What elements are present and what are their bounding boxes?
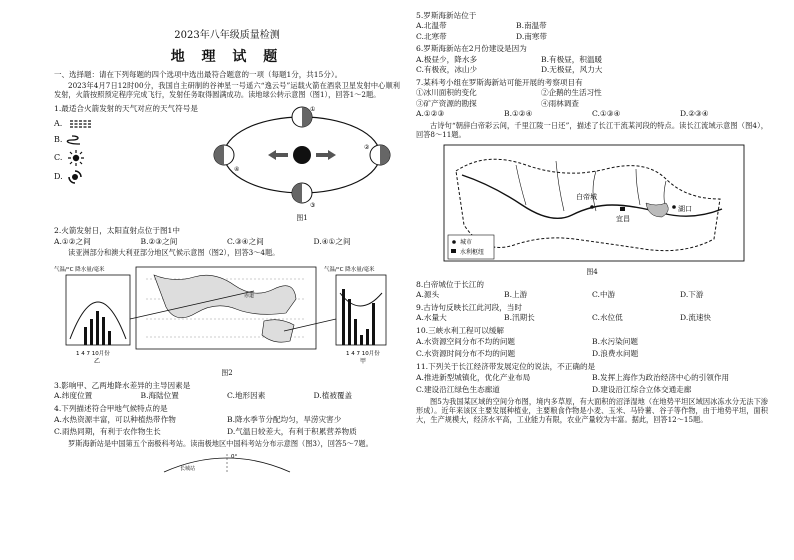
option-d: D.无极昼，风力大 — [541, 65, 603, 75]
intro-paragraph-5: 图5为我国某区域的空间分布图，境内多草原，有大面积的沼泽湿地（在地势平坦区域因冰冻水分无法下渗形成）。近年来该区主要发展种植业，主要粮食作物是小麦、玉米、马铃薯、谷子等作物，由于地势平坦，面积大，生产规模大，经济水平高，工业能力有限，农业产量较为丰富。据此，回答12～15题。 — [416, 397, 768, 425]
option-d: D.流速快 — [680, 313, 712, 323]
svg-text:①: ① — [310, 106, 316, 114]
yangtze-basin-map — [416, 141, 768, 265]
meridian-label: 0° — [231, 454, 238, 461]
exam-title: 2023年八年级质量检测 — [174, 30, 280, 41]
intro-paragraph-1: 2023年4月7日12时00分，我国自主研制的谷神星一号遥六“逸云号”运载火箭在酒泉卫星发射中心顺利发射，火箭按照预定程序完成飞行，发射任务取得圆满成功。读地球公转示意图（图1），回答1～2题。 — [54, 81, 400, 100]
station-label: 长城站 — [180, 466, 196, 473]
left-chart-months: 1 4 7 10月份 — [76, 351, 110, 358]
option-c: C. — [54, 150, 204, 166]
option-a: A.①②③ — [416, 109, 445, 119]
right-chart-title: 气温/°C 降水量/毫米 — [324, 267, 375, 274]
option-a: A.极昼少，降水多 — [416, 54, 478, 64]
left-chart-title: 气温/°C 降水量/毫米 — [54, 267, 105, 274]
option-b: B.水污染问题 — [592, 337, 638, 347]
option-b: B.海陆位置 — [140, 391, 179, 401]
svg-text:②: ② — [364, 144, 370, 152]
q7-options — [416, 109, 768, 118]
intro-paragraph-2: 读亚洲部分和澳大利亚部分地区气候示意图（图2），回答3～4题。 — [68, 248, 280, 258]
option-a: A.推进新型城镇化，优化产业布局 — [416, 373, 531, 383]
section-heading: 一、选择题：请在下列每题的四个选项中选出最符合题意的一项（每题1分，共15分）。 — [54, 70, 343, 79]
option-b: B.上游 — [504, 290, 528, 300]
label-yichang: 宜昌 — [616, 214, 630, 223]
option-b: B. — [54, 134, 204, 146]
option-b: B.②③之间 — [140, 236, 178, 246]
q4-options — [54, 414, 400, 437]
figure-1 — [204, 101, 400, 223]
option-a: A.纬度位置 — [54, 391, 93, 401]
q3-options — [54, 391, 400, 400]
legend-dam: 水利枢纽 — [460, 248, 485, 256]
figure-4-caption: 图4 — [586, 267, 598, 276]
question-5: 5.罗斯海新站位于 — [416, 11, 477, 20]
haze-icon — [68, 134, 94, 146]
question-11: 11.下列关于长江经济带发展定位的说法，不正确的是 — [416, 361, 596, 371]
q9-options — [416, 313, 768, 322]
option-b: B.有极昼，积温暖 — [541, 54, 603, 64]
q2-options — [54, 237, 400, 246]
figure-4 — [416, 141, 768, 277]
option-d: D.建设沿江综合立体交通走廊 — [592, 384, 692, 394]
right-column — [416, 8, 768, 426]
climate-charts-map — [54, 259, 400, 366]
option-c: C.③④之间 — [227, 236, 264, 246]
question-6: 6.罗斯海新站在2月份建设是因为 — [416, 44, 527, 54]
option-a: A.水资源空间分布不均的问题 — [416, 337, 516, 347]
q7-items-row2: ③矿产资源的勘探 ④雨林调查 — [416, 98, 579, 108]
figure-1-caption: 图1 — [296, 214, 308, 223]
option-a: A. — [54, 118, 204, 130]
option-b: B.发挥上海作为政治经济中心的引领作用 — [592, 373, 730, 383]
option-c: C.雨热同期，有利于农作物生长 — [54, 426, 161, 436]
figure-2-caption: 图2 — [221, 369, 233, 378]
option-c: C.中游 — [592, 290, 616, 300]
right-chart-months: 1 4 7 10月份 — [346, 351, 380, 358]
question-4: 4.下列描述符合甲地气候特点的是 — [54, 403, 168, 413]
option-a: A.①②之间 — [54, 236, 91, 246]
q10-options — [416, 336, 768, 359]
option-b: B.降水季节分配均匀，旱涝灾害少 — [227, 415, 342, 425]
question-10: 10.三峡水利工程可以缓解 — [416, 325, 505, 335]
q5-options-row1 — [416, 21, 616, 30]
earth-orbit-diagram — [204, 101, 400, 211]
question-2: 2.火箭发射日，太阳直射点位于图1中 — [54, 226, 180, 236]
q6-options-row2 — [416, 65, 666, 74]
option-c: C.①③④ — [592, 109, 621, 119]
option-a: A.北温带 — [416, 21, 447, 31]
question-8: 8.白帝城位于长江的 — [416, 279, 484, 289]
svg-text:④: ④ — [234, 166, 240, 174]
question-7: 7.某科考小组在罗斯海新站可能开展的考察项目有 — [416, 77, 583, 87]
fog-icon — [68, 118, 94, 130]
option-d: D.下游 — [680, 290, 704, 300]
typhoon-icon — [68, 170, 82, 184]
equator-label: 赤道 — [244, 293, 255, 300]
option-d: D. — [54, 170, 204, 184]
label-yi: 乙 — [94, 358, 101, 366]
q5-options-row2 — [416, 32, 616, 41]
label-jia: 甲 — [360, 358, 367, 366]
q6-options-row1 — [416, 55, 666, 64]
figure-3-antarctica-top — [54, 450, 400, 472]
label-baidicheng: 白帝城 — [576, 192, 597, 201]
option-d: D.②③④ — [680, 109, 709, 119]
option-c: C.建设沿江绿色生态廊道 — [416, 384, 500, 394]
option-c: C.地形因素 — [227, 391, 266, 401]
option-b: B.南温带 — [516, 21, 547, 31]
svg-text:③: ③ — [310, 202, 316, 210]
option-a: A.源头 — [416, 290, 440, 300]
option-c: C.水资源时间分布不均的问题 — [416, 348, 516, 358]
legend-city: 城市 — [460, 238, 473, 246]
left-column — [54, 8, 400, 475]
question-3: 3.影响甲、乙两地降水差异的主导因素是 — [54, 380, 191, 390]
q1-block — [54, 101, 400, 223]
sunny-icon — [68, 150, 84, 166]
option-a: A.水热资源丰富，可以种植热带作物 — [54, 415, 176, 425]
option-d: D.气温日较差大，有利于积累营养物质 — [227, 426, 357, 436]
option-d: D.④①之间 — [313, 236, 351, 246]
q11-options — [416, 372, 768, 395]
q7-items-row1: ①冰川面积的变化 ②企鹅的生活习性 — [416, 88, 602, 98]
q8-options — [416, 290, 768, 299]
option-b: B.汛期长 — [504, 313, 535, 323]
option-c: C.水位低 — [592, 313, 623, 323]
figure-2 — [54, 259, 400, 369]
option-d: D.浪费水问题 — [592, 348, 639, 358]
intro-paragraph-4: 古诗句“朝辞白帝彩云间，千里江陵一日还”，描述了长江干流某河段的特点。读长江流域示意图（图4），回答8～11题。 — [416, 120, 768, 139]
option-b: B.①②④ — [504, 109, 533, 119]
question-1: 1.最适合火箭发射的天气对应的天气符号是 — [54, 104, 198, 114]
option-c: C.北寒带 — [416, 31, 447, 41]
option-d: D.植被覆盖 — [313, 391, 353, 401]
option-c: C.有极夜，冰山少 — [416, 65, 478, 75]
exam-subject: 地 理 试 题 — [170, 48, 284, 65]
intro-paragraph-3: 罗斯海新站是中国第五个南极科考站。读南极地区中国科考站分布示意图（图3），回答5～7题。 — [68, 439, 373, 449]
option-a: A.水量大 — [416, 313, 447, 323]
question-9: 9.古诗句反映长江此河段，当时 — [416, 302, 522, 312]
option-d: D.南寒带 — [516, 31, 548, 41]
label-hukou: 湖口 — [678, 204, 692, 213]
